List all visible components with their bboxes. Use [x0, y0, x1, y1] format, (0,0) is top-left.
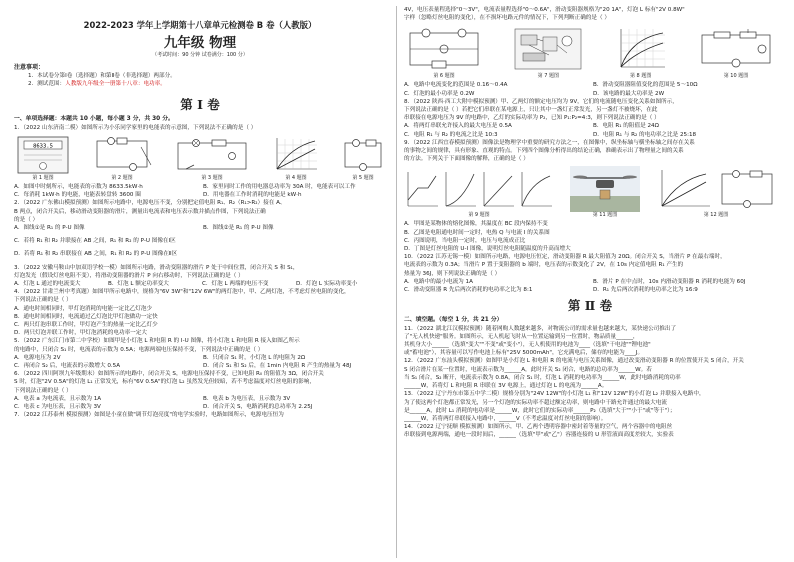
question-3-text: 灯泡发光（假设灯丝电阻不变），将滑动变阻器的滑片 P 向右移动时，下列说法正确的是（ ）	[14, 272, 244, 279]
option-b: B．滑动变阻器阻值变化的范围是 5～10Ω	[593, 82, 698, 89]
document-title: 2022-2023 学年上学期第十八章单元检测卷 B 卷（人教版）	[83, 20, 317, 30]
option-b: B．电阻 R₁ 的阻值是 24Ω	[593, 123, 659, 130]
figure-caption: 第 5 题图	[352, 175, 374, 182]
part-2-title: 第 Ⅱ 卷	[567, 298, 613, 314]
option-d: D．闭合开关 S，电路消耗的总功率为 2.25J	[203, 404, 313, 411]
question-11-text: 11．（2022 湖北江汉模拟预测）随着网购人数越来越多，对物流公司的需求量也越来越大，某快递公司推出了	[404, 325, 677, 332]
question-12-text: 当 S₁ 闭合，S₂ 断开，电流表示数为 0.8A，闭合 S₁ 时，灯泡 L 消耗的电功率为______W，此时电路消耗的功率	[404, 374, 681, 381]
notice-range-highlight: 人教版九年级全一册第十八章：电功率。	[65, 81, 166, 88]
question-2-text: B 两点，闭合开关后，移动滑动变阻器的滑片，测量出电流表和电压表示数并描点作图，下列说法正确	[14, 208, 266, 215]
right-column	[404, 6, 776, 558]
figure-q1	[14, 135, 72, 182]
figure-q11	[570, 166, 640, 219]
option-b: B．图线②是 R₁ 的 P-U 图像	[203, 225, 274, 232]
column-divider	[396, 6, 397, 558]
option-d: D．灯泡 L 实际功率变小	[296, 281, 358, 288]
figure-q6	[404, 25, 484, 80]
question-6-text: 6．（2022 四川阿坝九年级期末）如图所示的电路中，闭合开关 S，电源电压保持不变，已知电阻 R₀ 的阻值为 3Ω，闭合开关	[14, 371, 324, 378]
subject-title: 九年级 物理	[163, 35, 237, 51]
option-a: A．电路中的最小电流为 1A	[404, 278, 473, 285]
question-4-text: 4．（2022 甘肃兰州中考真题）如图甲所示电路中，规格为"6V 3W"和"12V 6W"的两灯泡中，甲、乙两灯泡，不考虑灯丝电阻的变化，	[14, 289, 350, 296]
question-13-text: 是______A，此时 L₁ 消耗的电功率是______W，此时它们的实际功率______P₂（选填"大于""小于"或"等于"）；	[404, 407, 676, 414]
svg-text:8633.5: 8633.5	[33, 143, 53, 150]
option-a: A．将两灯串联允许接入的最大电压是 0.5A	[404, 123, 512, 130]
figure-caption: 第 10 题图	[723, 73, 749, 80]
option-d: D．若将 R₁ 和 R₂ 串联接在 AB 之间，R₁ 和 R₂ 的 P-U 图像在Ⅱ区	[14, 251, 178, 258]
question-6-options	[14, 395, 386, 411]
figure-row-b	[404, 25, 776, 80]
option-b: B．滑片 P 在中点时，10s 内滑动变阻器 R 消耗的电能为 60J	[593, 278, 746, 285]
figure-row-c	[404, 166, 776, 219]
section-1-heading: 一、单项选择题：本题共 10 小题，每小题 3 分，共 30 分。	[14, 116, 174, 123]
option-d: D．闭合 S₁ 和 S₂ 后，在 1min 内电阻 R 产生的热量为 48J	[203, 363, 352, 370]
figure-q12	[656, 166, 776, 219]
figure-caption: 第 12 题图	[703, 212, 729, 219]
option-c: C．每消耗 1kW·h 的电能，电能表转盘转 3600 圈	[14, 192, 141, 199]
figure-caption: 第 1 题图	[32, 175, 54, 182]
question-2-text: 的是（ ）	[14, 216, 39, 223]
figure-caption: 第 11 题图	[592, 212, 618, 219]
question-11-text: 或"蓄电池"），其容量可以写作电池上标有"25V 5000mAh"，它充满电后，储存的电能为____J。	[404, 350, 644, 357]
figure-q2	[91, 135, 153, 182]
question-13-text: 13．（2022 辽宁丹东市第五中学二模）规格分别为"24V 12W"的小灯泡 L₁ 和"12V 12W"的小灯泡 L₂ 并联接入电路中，	[404, 391, 705, 398]
section-2-heading: 二、填空题。（每空 1 分，共 21 分）	[404, 317, 503, 324]
question-7-options	[404, 81, 776, 97]
option-b: B．通电时间相同时，电流通过乙灯泡比甲灯泡做功一定快	[14, 313, 158, 320]
question-3-text: 3．（2022 安徽马鞍山中加双语学校一模）如图所示电路，滑动变阻器的滑片 P 处于中间位置，闭合开关 S 和 S₁，	[14, 264, 299, 271]
question-13-text: 为了使这两个灯泡都正常发光，另一个灯泡的实际功率不超过额定功率，则电路中干路允许通过的最大电流	[404, 399, 667, 406]
option-d: D．两只灯泡并联工作时，甲灯泡消耗的电功率一定大	[14, 330, 147, 337]
question-9-text: 的事物之间的规律，具有形象、直观的特点。下列四个图像分析得出的结论正确，准确表示出了物理量之间的关系	[404, 148, 684, 155]
figure-q7	[511, 25, 585, 80]
question-10-options	[404, 278, 776, 294]
notice-item-2	[14, 80, 386, 88]
option-a: A．甲图是某物体的熔化图像，其温度在 BC 段内保持不变	[404, 221, 548, 228]
option-b: B．只闭合 S₁ 时，小灯泡 L 的电阻为 2Ω	[203, 354, 306, 361]
exam-info: （考试时间：90 分钟 试卷满分：100 分）	[152, 52, 248, 58]
figure-row-a	[14, 135, 386, 182]
figure-caption: 第 2 题图	[111, 175, 133, 182]
question-7-text: 7．（2022 江苏泰州 模拟预测）如图是小童在做"调节灯泡亮度"的电学实验时，电路如图所示，电源电压恒为	[14, 412, 284, 419]
figure-caption: 第 6 题图	[433, 73, 455, 80]
question-6-text: S 时，灯泡"2V 0.5A"的灯泡 L₁ 正常发光，标有"6V 0.5A"的灯泡 L₂ 虽然发光但较暗，若不考虑温度对灯丝电阻的影响，	[14, 379, 315, 386]
figure-caption: 第 3 题图	[201, 175, 223, 182]
option-a: A．电路中电流变化的范围是 0.16～0.4A	[404, 82, 508, 89]
question-5-options	[14, 354, 386, 370]
question-4-text: 下列说法正确的是（ ）	[14, 297, 72, 304]
option-c: C．电阻 R₁ 与 R₂ 的电流之比是 10:3	[404, 131, 498, 138]
option-b: B．乙图是电阻通电时间一定时，电热 Q 与电流 I 的关系图	[404, 229, 550, 236]
option-d: D．该电路的最大功率是 2W	[593, 90, 665, 97]
question-12-text: S 闭合滑片在某一位置时，电流表示数为______A，此时开关 S₂ 闭合，电路的总功率为______W。若	[404, 366, 652, 373]
question-11-text: 其机身大小______（选填"变大""不变"或"变小"），无人机使用的电池为____（选填"干电池""锂电池"	[404, 342, 651, 349]
question-11-text: 了"无人机快递"服务。如图所示，无人机起飞时从一位置运输到另一位置时，物品质量______，	[404, 333, 639, 340]
figure-q8	[613, 25, 669, 80]
question-1-options	[14, 183, 386, 199]
question-10-text: 电流表的示数为 0.3A；当滑片 P 置于变阻器的 b 端时，电压表的示数变化了 2V，在 10s 内定值电阻 R₁ 产生的	[404, 262, 684, 269]
question-2-options	[14, 224, 386, 232]
question-8-text: 下列说法正确的是（ ）若把它们串联在某电源上，只让其中一盏灯正常发光，另一盏灯不被烧坏，在此	[404, 107, 658, 114]
figure-caption: 第 8 题图	[629, 73, 652, 80]
question-1-text: 1．（2022 山东济南二模）如图所示为小乐同学家里的电能表的示意图，下列说法不正确的是（ ）	[14, 124, 257, 131]
option-a: A．电表 a 为电流表，且示数为 1A	[14, 395, 102, 402]
question-3-options	[14, 280, 386, 288]
question-14-text: 串联接到电源两端，通电一段时间后，______（选填"甲"或"乙"）容器连接的 U 形管液面高度差较大，实验表	[404, 432, 674, 439]
option-c: C．灯泡的最小功率是 0.2W	[404, 90, 475, 97]
option-c: C．滑动变阻器 R 先后两次消耗的电功率之比为 8:1	[404, 287, 533, 294]
option-c: C．再闭合 S₂ 后，电流表的示数增大 0.5A	[14, 363, 121, 370]
notice-title: 注意事项：	[14, 64, 45, 71]
option-c: C．两只灯泡串联工作时，甲灯泡产生的热量一定比乙灯少	[14, 322, 158, 329]
figure-q4	[271, 135, 321, 182]
option-d: D．R₁ 先后两次消耗的电功率之比为 16:9	[593, 287, 698, 294]
question-8-text: 8．（2022 陕西·西工大附中模拟预测）甲、乙两灯的额定电压均为 9V，它们的电流随电压变化关系如图所示，	[404, 98, 678, 105]
figure-q3	[172, 135, 252, 182]
option-c: C．灯泡 L 两端的电压不变	[202, 281, 269, 288]
question-6-text: 下列说法正确的是（ ）	[14, 387, 72, 394]
option-b: B．电表 b 为电压表，且示数为 3V	[203, 395, 291, 402]
notice-item-1: 1．本试卷分第Ⅰ卷（选择题）和第Ⅱ卷（非选择题）两部分。	[28, 73, 176, 79]
question-9-text: 的方法。下列关于下面图像的解释，正确的是（ ）	[404, 156, 529, 163]
notice-range-label: 2．测试范围：	[28, 81, 66, 88]
question-8-options	[404, 122, 776, 138]
question-2-text: 2．（2022 广东佛山模拟预测）如图所示电路中，电源电压不变，分别把定值电阻 R₁、R₂（R₁>R₂）接在 A、	[14, 200, 286, 207]
question-13-text: ______W，若将两灯串联接入电路中，______V（不考虑温度对灯丝电阻的影响）。	[404, 415, 607, 422]
option-a: A．灯泡 L 通过的电流变大	[14, 281, 81, 288]
question-7-text: 字样（忽略灯丝电阻的变化），在不损坏电路元件的情况下，下列判断正确的是（ ）	[404, 15, 610, 22]
question-10-text: 10．（2022 江苏无锡一模）如图所示电路，电源电压恒定，滑动变阻器 R 最大阻值为 20Ω。闭合开关 S，当滑片 P 在最右端时，	[404, 254, 726, 261]
option-d: D．用电器在工作时消耗的电能是 kW·h	[203, 192, 302, 199]
part-1-title: 第 Ⅰ 卷	[180, 97, 220, 113]
option-d: D．电阻 R₁ 与 R₂ 的电功率之比是 25:18	[593, 131, 697, 138]
question-5-text: 5．（2022 广东江门市第二中学校）如图甲是小灯泡 L 和电阻 R 的 I-U 图像，将小灯泡 L 和电阻 R 接入如图乙所示	[14, 338, 300, 345]
option-a: A．电源电压为 2V	[14, 354, 61, 361]
option-a: A．如图中时刻所示，电能表的示数为 8633.5kW·h	[14, 184, 143, 191]
option-b: B．灯泡 L 额定功率变大	[108, 281, 169, 288]
question-8-text: 串联接在电源电压为 9V 的电路中，乙灯的实际功率为 P₂，已知 P₁:P₂=4:3，则下列说法正确的是（ ）	[404, 115, 660, 122]
question-9-text: 9．（2022 江西宜春模拟预测）图像法是物理学中重要的研究方法之一，在图像中，纵坐标轴与横坐标轴之间存在关系	[404, 139, 695, 146]
figure-q5	[340, 135, 386, 182]
option-a: A．图线①是 R₁ 的 P-U 图像	[14, 225, 85, 232]
figure-caption: 第 9 题图	[468, 212, 490, 219]
option-c: C．若将 R₁ 和 R₂ 并联接在 AB 之间，R₁ 和 R₂ 的 P-U 图像在Ⅰ区	[14, 238, 176, 245]
figure-q9	[404, 166, 554, 219]
option-c: C．电表 c 为电压表，且示数为 3V	[14, 404, 101, 411]
option-d: D．丁图是灯丝电阻的 U-I 图像，说明灯丝电阻随温度的升高而增大	[404, 246, 571, 253]
question-12-text: ______W，若将灯 L 和电阻 R 串联在 3V 电源上，通过灯泡 L 的电流为______A。	[404, 383, 608, 390]
question-14-text: 14．（2022 辽宁抚顺 模拟预测）如图所示，甲、乙两个透明容器中密封着等量的空气，两个容器中的电阻丝	[404, 424, 673, 431]
figure-q10	[696, 25, 776, 80]
question-7-text: 4V，电压表量程选择"0～3V"，电流表量程选择"0～0.6A"，滑动变阻器规格为"20 1A"，灯泡 L 标有"2V 0.8W"	[404, 7, 685, 13]
figure-caption: 第 4 题图	[285, 175, 307, 182]
figure-caption: 第 7 题图	[537, 73, 560, 80]
option-b: B．家里同时工作的用电器总功率为 30A 时，电能表可以工作	[203, 184, 356, 191]
question-12-text: 12．（2022 广东汕头模拟预测）如图甲是小灯泡 L 和电阻 R 的电流与电压关系图像，通过改变滑动变阻器 R 的位置使开关 S 闭合，开关	[404, 358, 744, 365]
left-column	[14, 6, 386, 558]
question-5-text: 的电路中，只闭合 S₁ 时，电流表的示数为 0.5A；电源两端电压保持不变，下列说法中正确的是（ ）	[14, 346, 264, 353]
question-10-text: 热量为 36J，则下列说法正确的是（ ）	[404, 270, 501, 277]
option-a: A．通电时间相同时，甲灯泡消耗的电能一定比乙灯泡少	[14, 305, 153, 312]
option-c: C．丙图说明，当电阻一定时，电压与电流成正比	[404, 237, 526, 244]
